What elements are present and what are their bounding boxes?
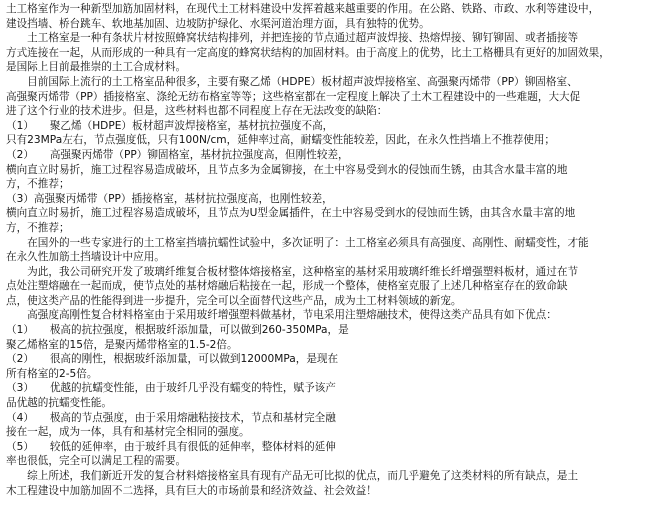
text-line: 只有23MPa左右，节点强度低，只有100N/cm，延伸率过高，耐蠕变性能较差，因此，在永久性挡墙上不推荐使用； xyxy=(6,134,556,147)
text-line: 率也很低，完全可以满足工程的需要。 xyxy=(6,455,187,468)
text-line: 土工格室是一种有条状片材按照蜂窝状结构排列，并把连接的节点通过超声波焊接、热熔焊接、铆钉铆固、或者插接等 xyxy=(6,32,579,45)
text-line: 方，不推荐； xyxy=(6,221,70,234)
advantage-1-head: （1） 极高的抗拉强度，根据玻纤添加量，可以做到260-350MPa，是 xyxy=(6,324,349,337)
advantage-5-head: （5） 较低的延伸率，由于玻纤具有很低的延伸率，整体材料的延伸 xyxy=(6,440,336,453)
text-line: 木工程建设中加筋加固不二选择，具有巨大的市场前景和经济效益、社会效益！ xyxy=(6,484,377,497)
text-line: 土工格室作为一种新型加筋加固材料，在现代土工材料建设中发挥着越来越重要的作用。在公路、铁路、市政、水利等建设中， xyxy=(6,3,600,15)
text-line: 横向直立时易折，施工过程容易造成破坏，且节点为U型金属插件，在土中容易受到水的侵蚀而生锈，由其含水量丰富的地 xyxy=(6,207,576,220)
list-item-3-head: （3）高强聚丙烯带（PP）插接格室，基材抗拉强度高，也刚性较差， xyxy=(6,192,333,205)
text-line: 高强度高刚性复合材料格室由于采用玻纤增强塑料做基材，节电采用注塑熔融技术，使得这类产品具有如下优点： xyxy=(6,309,557,322)
text-line: 在国外的一些专家进行的土工格室挡墙抗蠕性试验中，多次证明了：土工格室必须具有高强度、高刚性、耐蠕变性，才能 xyxy=(6,236,589,249)
text-line: 在永久性加筋土挡墙设计中应用。 xyxy=(6,251,165,264)
text-line: 建设挡墙、桥台跳车、软地基加固、边坡防护绿化、水渠河道治理方面，具有独特的优势。 xyxy=(6,17,430,30)
list-item-1-head: （1） 聚乙烯（HDPE）板材超声波焊接格室，基材抗拉强度不高， xyxy=(6,119,334,132)
text-line: 是国际上目前最推崇的土工合成材料。 xyxy=(6,61,187,74)
advantage-4-head: （4） 极高的节点强度，由于采用熔融粘接技术，节点和基材完全融 xyxy=(6,411,336,424)
text-line: 方式连接在一起，从而形成的一种具有一定高度的蜂窝状结构的加固材料。由于高度上的优势，比土工格栅具有更好的加固效果， xyxy=(6,46,610,59)
text-line: 聚乙烯格室的15倍，是聚丙烯带格室的1.5-2倍。 xyxy=(6,338,238,351)
text-line: 为此，我公司研究开发了玻璃纤维复合板材整体熔接格室，这种格室的基材采用玻璃纤维长纤增强塑料板材，通过在节 xyxy=(6,265,579,278)
text-line: 品优越的抗蠕变性能。 xyxy=(6,397,112,410)
text-line: 方，不推荐； xyxy=(6,178,70,191)
text-line: 接在一起，成为一体，具有和基材完全相同的强度。 xyxy=(6,426,250,439)
text-line: 目前国际上流行的土工格室品种很多，主要有聚乙烯（HDPE）板材超声波焊接格室、高强聚丙烯带（PP）铆固格室、 xyxy=(6,75,578,88)
text-line: 点，使这类产品的性能得到进一步提升，完全可以全面替代这些产品，成为土工材料领域的新宠。 xyxy=(6,294,462,307)
advantage-3-head: （3） 优越的抗蠕变性能，由于玻纤几乎没有蠕变的特性，赋予该产 xyxy=(6,382,336,395)
text-line: 综上所述，我们新近开发的复合材料熔接格室具有现有产品无可比拟的优点，而几乎避免了这类材料的所有缺点，是土 xyxy=(6,470,579,482)
text-line: 所有格室的2-5倍。 xyxy=(6,367,98,380)
list-item-2-head: （2） 高强聚丙烯带（PP）铆固格室，基材抗拉强度高，但刚性较差， xyxy=(6,148,349,161)
text-line: 横向直立时易折，施工过程容易造成破坏，且节点多为金属铆接，在土中容易受到水的侵蚀而生锈，由其含水量丰富的地 xyxy=(6,163,568,176)
advantage-2-head: （2） 很高的刚性，根据玻纤添加量，可以做到12000MPa，是现在 xyxy=(6,353,339,366)
text-line: 点处注塑熔融在一起而成，使节点处的基材熔融后粘接在一起，形成一个整体，使格室克服了上述几种格室存在的致命缺 xyxy=(6,280,568,293)
text-line: 进了这个行业的技术进步。但是，这些材料也都不同程度上存在无法改变的缺陷： xyxy=(6,105,388,118)
text-line: 高强聚丙烯带（PP）插接格室、涤纶无纺布格室等等；这些格室都在一定程度上解决了土木工程建设中的一些难题，大大促 xyxy=(6,90,581,103)
